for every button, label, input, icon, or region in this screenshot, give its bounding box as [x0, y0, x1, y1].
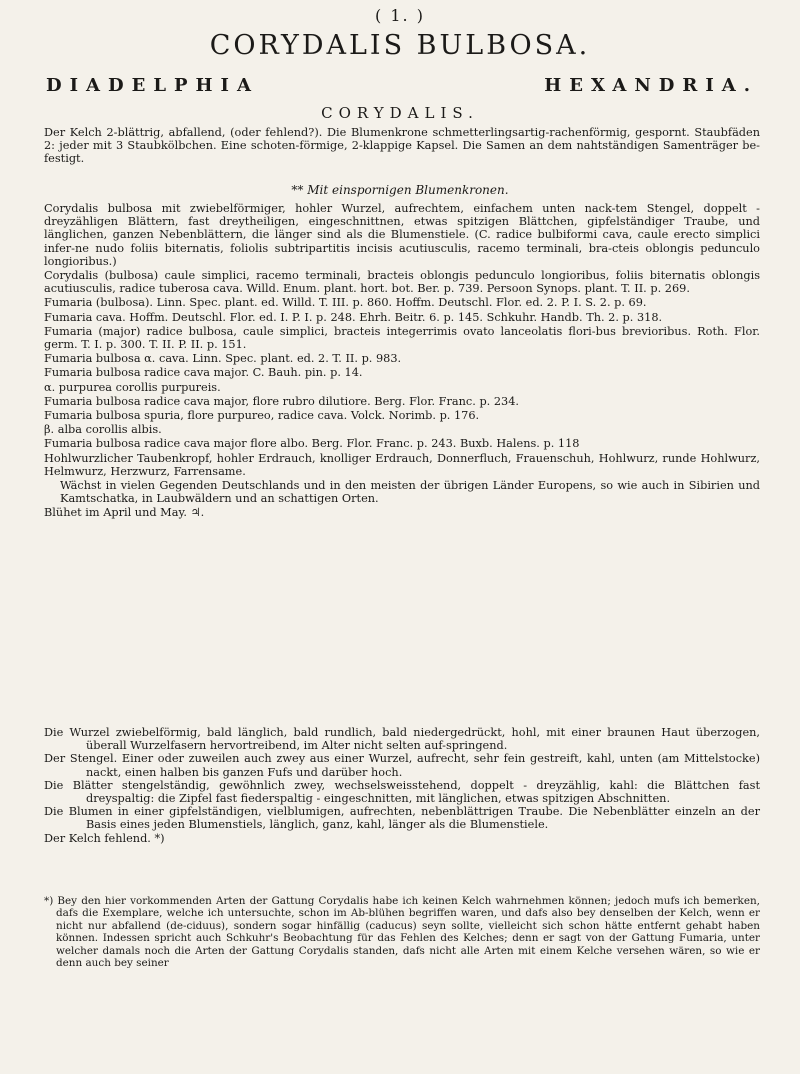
class-word: DIADELPHIA: [46, 75, 259, 96]
page-number: ( 1. ): [375, 6, 425, 25]
synonym: Fumaria bulbosa radice cava major. C. Bauh. pin. p. 14.: [44, 366, 363, 380]
synonym: Fumaria bulbosa radice cava major flore albo. Berg. Flor. Franc. p. 243. Buxb. Halens. p. 118: [44, 437, 580, 451]
footnote-text: *) Bey den hier vorkommenden Arten der Gattung Corydalis habe ich keinen Kelch wahrnehmen können; jedoch mufs ich bemerken, dafs die Exemplare, welche ich untersuchte, schon im Ab-blühen begriffen waren, und dafs also bey denselben der Kelch, wenn er nicht nur abfallend (de-ciduus), sondern sogar hinfällig (caducus) seyn sollte, vielleicht sich schon hätte entfernt gehabt haben können. Indessen spricht auch Schkuhr's Beobachtung für das Fehlen des Kelches; denn er sagt von der Gattung Fumaria, unter welcher damals noch die Arten der Gattung Corydalis standen, dafs nicht alle Arten mit einem Kelche versehen wären, so wie er denn auch bey seiner: [44, 895, 760, 970]
genus-description: Der Kelch 2-blättrig, abfallend, (oder fehlend?). Die Blumenkrone schmetterlingsartig-rachenförmig, gespornt. Staubfäden 2: jeder mit 3 Staubkölbchen. Eine schoten-förmige, 2-klappige Kapsel. Die Samen an dem nahtständigen Samenträger be-festigt.: [44, 126, 760, 166]
morphology-root: Die Wurzel zwiebelförmig, bald länglich, bald rundlich, bald niedergedrückt, hohl, mit einer braunen Haut überzogen, überall Wurzelfasern hervortreibend, im Alter nicht selten auf-springend.: [44, 726, 760, 753]
morphology-flowers: Die Blumen in einer gipfelständigen, vielblumigen, aufrechten, nebenblättrigen Traube. Die Nebenblätter einzeln an der Basis eines jeden Blumenstiels, länglich, ganz, kahl, länger als die Blumenstiele.: [44, 805, 760, 832]
order-word: HEXANDRIA.: [544, 75, 758, 96]
footnote: [44, 895, 760, 969]
section-heading: ** Mit einspornigen Blumenkronen.: [291, 183, 509, 197]
variety-heading: β. alba corollis albis.: [44, 423, 162, 437]
synonym: Fumaria bulbosa α. cava. Linn. Spec. plant. ed. 2. T. II. p. 983.: [44, 352, 402, 366]
synonym: Corydalis (bulbosa) caule simplici, racemo terminali, bracteis oblongis pedunculo longioribus, foliis biternatis oblongis acutiusculis, radice tuberosa cava. Willd. Enum. plant. hort. bot. Ber. p. 739. Persoon Synops. plant. T. II. p. 269.: [44, 269, 760, 296]
variety-heading: α. purpurea corollis purpureis.: [44, 380, 221, 394]
habitat: Wächst in vielen Gegenden Deutschlands und in den meisten der übrigen Länder Europens, so wie auch in Sibirien und Kamtschatka, in Laubwäldern und an schattigen Orten.: [60, 479, 760, 506]
morphology-stem: Der Stengel. Einer oder zuweilen auch zwey aus einer Wurzel, aufrecht, sehr fein gestreift, kahl, unten (am Mittelstocke) nackt, einen halben bis ganzen Fufs und darüber hoch.: [44, 752, 760, 779]
page-title: CORYDALIS BULBOSA.: [209, 30, 591, 61]
synonym: Fumaria cava. Hoffm. Deutschl. Flor. ed. I. P. I. p. 248. Ehrh. Beitr. 6. p. 145. Schkuhr. Handb. Th. 2. p. 318.: [44, 310, 663, 324]
synonym: Fumaria (bulbosa). Linn. Spec. plant. ed. Willd. T. III. p. 860. Hoffm. Deutschl. Flor. ed. 2. P. I. S. 2. p. 69.: [44, 296, 647, 310]
flowering-time: Blühet im April und May. ♃.: [44, 506, 205, 520]
morphology-calyx: Der Kelch fehlend. *): [44, 831, 165, 845]
species-paragraph: Corydalis bulbosa mit zwiebelförmiger, hohler Wurzel, aufrechtem, einfachem unten nack-tem Stengel, doppelt - dreyzähligen Blättern, fast dreytheiligen, eingeschnittnen, etwas spitzigen Blättchen, gipfelständiger Traube, und länglichen, ganzen Nebenblättern, die länger sind als die Blumenstiele. (C. radice bulbiformi cava, caule erecto simplici infer-ne nudo foliis biternatis, foliolis subtripartitis incisis acutiusculis, racemo terminali, bra-cteis oblongis pedunculo longioribus.): [44, 202, 760, 268]
linnaean-class: [46, 75, 758, 96]
genus-name: CORYDALIS.: [321, 104, 479, 122]
synonym: Fumaria bulbosa spuria, flore purpureo, radice cava. Volck. Norimb. p. 176.: [44, 409, 480, 423]
morphology-section: [44, 726, 760, 845]
morphology-leaves: Die Blätter stengelständig, gewöhnlich zwey, wechselsweisstehend, doppelt - dreyzählig, kahl: die Blättchen fast dreyspaltig: die Zipfel fast fiederspaltig - eingeschnitten, mit länglichen, etwas spitzigen Abschnitten.: [44, 778, 760, 806]
species-description: [44, 202, 760, 521]
common-names: Hohlwurzlicher Taubenkropf, hohler Erdrauch, knolliger Erdrauch, Donnerfluch, Frauenschuh, Hohlwurz, runde Hohlwurz, Helmwurz, Herzwurz, Farrensame.: [44, 451, 760, 478]
synonym: Fumaria bulbosa radice cava major, flore rubro dilutiore. Berg. Flor. Franc. p. 234.: [44, 394, 520, 408]
synonym: Fumaria (major) radice bulbosa, caule simplici, bracteis integerrimis ovato lanceolatis flori-bus brevioribus. Roth. Flor. germ. T. I. p. 300. T. II. P. II. p. 151.: [44, 324, 760, 352]
